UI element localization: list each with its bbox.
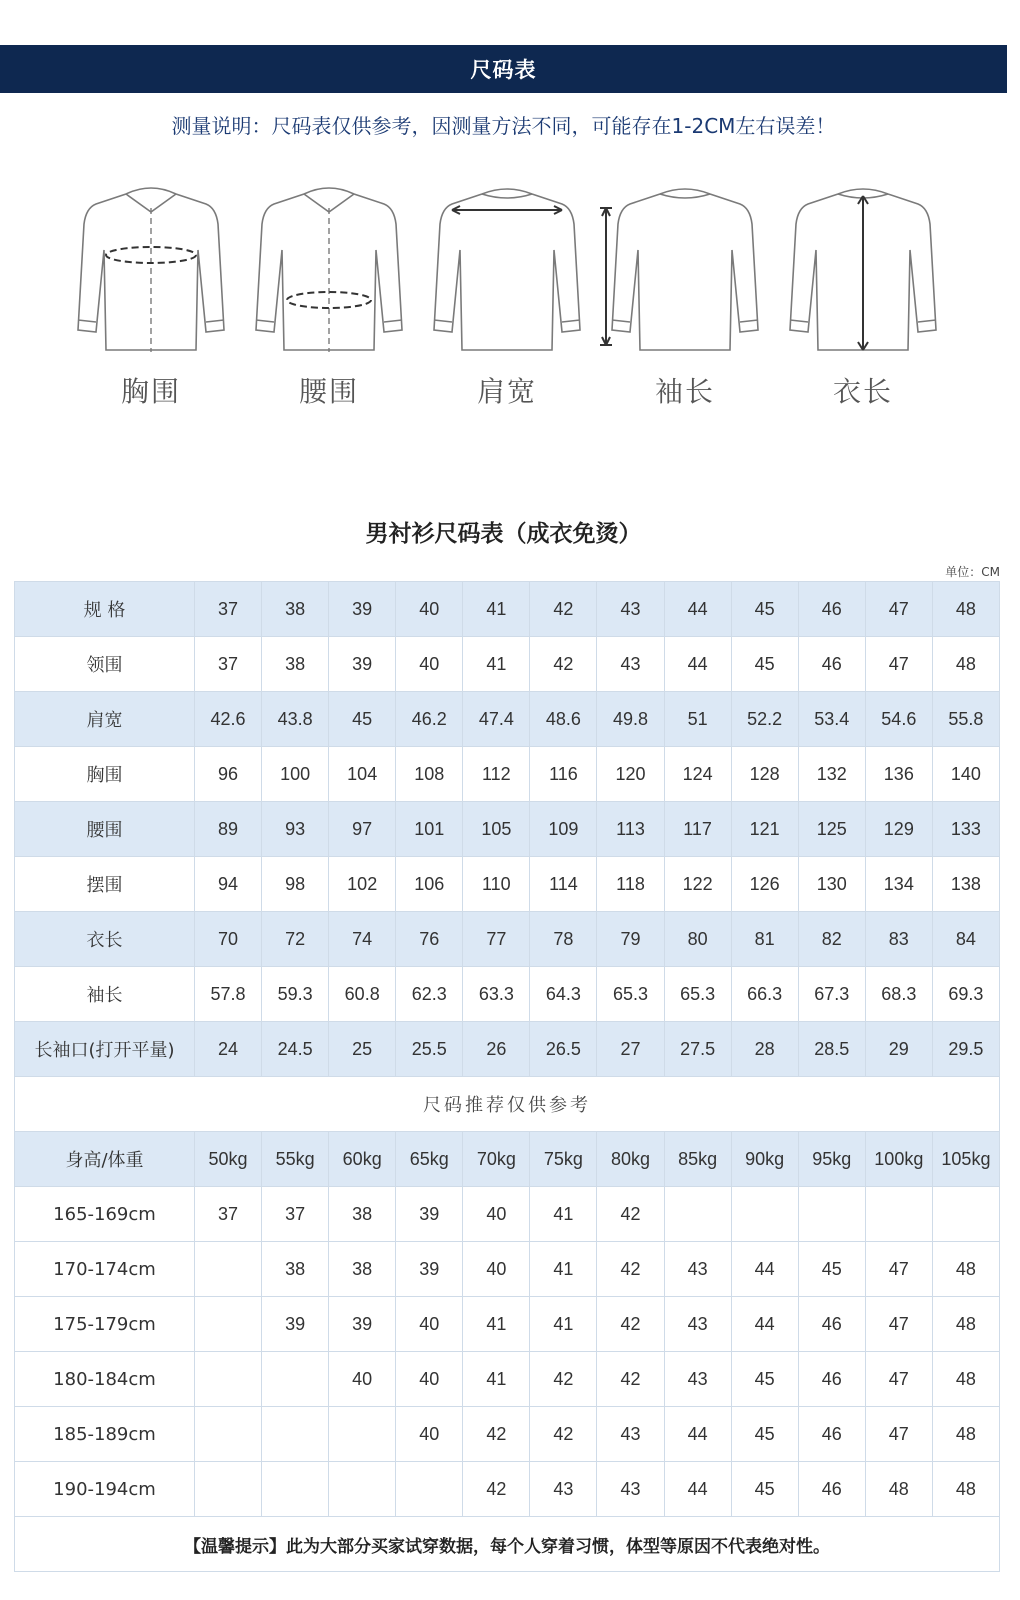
table-cell: 45: [329, 692, 396, 747]
recommend-title-row: [15, 1077, 1000, 1132]
table-cell: [798, 1187, 865, 1242]
table-cell: 40: [396, 1352, 463, 1407]
table-cell: 45: [731, 1462, 798, 1517]
table-cell: 47: [865, 637, 932, 692]
table-cell: 43: [664, 1352, 731, 1407]
table-cell: 77: [463, 912, 530, 967]
table-cell: 38: [329, 1242, 396, 1297]
table-cell: 47: [865, 1297, 932, 1352]
table-cell: 66.3: [731, 967, 798, 1022]
table-cell: 42: [597, 1187, 664, 1242]
table-cell: 136: [865, 747, 932, 802]
table-cell: 48: [932, 1242, 999, 1297]
row-label: 190-194cm: [15, 1462, 195, 1517]
size-row: [15, 637, 1000, 692]
table-cell: [396, 1462, 463, 1517]
table-cell: 25.5: [396, 1022, 463, 1077]
table-cell: 102: [329, 857, 396, 912]
table-cell: 122: [664, 857, 731, 912]
table-cell: 42: [597, 1352, 664, 1407]
table-cell: 140: [932, 747, 999, 802]
row-label: 身高/体重: [15, 1132, 195, 1187]
table-cell: [195, 1242, 262, 1297]
table-cell: 43: [597, 582, 664, 637]
table-cell: 80kg: [597, 1132, 664, 1187]
table-cell: 46: [798, 1462, 865, 1517]
table-cell: 57.8: [195, 967, 262, 1022]
table-cell: 44: [731, 1242, 798, 1297]
table-cell: 48: [932, 1462, 999, 1517]
row-label: 长袖口(打开平量): [15, 1022, 195, 1077]
table-cell: 132: [798, 747, 865, 802]
table-cell: 42: [530, 1407, 597, 1462]
table-cell: 108: [396, 747, 463, 802]
table-cell: 114: [530, 857, 597, 912]
table-cell: 128: [731, 747, 798, 802]
table-cell: 45: [731, 1407, 798, 1462]
table-cell: 125: [798, 802, 865, 857]
table-cell: 26: [463, 1022, 530, 1077]
table-cell: 41: [530, 1297, 597, 1352]
table-cell: 28.5: [798, 1022, 865, 1077]
row-label: 规 格: [15, 582, 195, 637]
table-cell: [731, 1187, 798, 1242]
table-cell: 38: [329, 1187, 396, 1242]
table-cell: 43: [597, 1462, 664, 1517]
table-cell: 41: [530, 1242, 597, 1297]
table-cell: [195, 1462, 262, 1517]
table-cell: 42: [530, 637, 597, 692]
table-cell: 65.3: [664, 967, 731, 1022]
table-cell: 59.3: [262, 967, 329, 1022]
table-cell: [262, 1352, 329, 1407]
table-cell: 42: [597, 1242, 664, 1297]
table-cell: 64.3: [530, 967, 597, 1022]
table-cell: 48: [865, 1462, 932, 1517]
table-cell: 53.4: [798, 692, 865, 747]
page-title: 尺码表: [470, 58, 537, 82]
table-cell: 100: [262, 747, 329, 802]
size-row: [15, 692, 1000, 747]
table-cell: 47: [865, 582, 932, 637]
table-cell: 45: [731, 637, 798, 692]
table-cell: 67.3: [798, 967, 865, 1022]
figure-label: 袖长: [654, 375, 715, 408]
table-cell: 106: [396, 857, 463, 912]
row-label: 袖长: [15, 967, 195, 1022]
shirt-waist-icon: [244, 180, 414, 370]
size-row: [15, 967, 1000, 1022]
table-cell: 42: [530, 582, 597, 637]
table-title: 男衬衫尺码表（成衣免烫）: [365, 521, 642, 547]
figure-label: 胸围: [120, 375, 181, 408]
table-cell: [329, 1407, 396, 1462]
table-cell: 105kg: [932, 1132, 999, 1187]
table-cell: 40: [463, 1242, 530, 1297]
table-cell: 89: [195, 802, 262, 857]
table-cell: 44: [664, 1407, 731, 1462]
table-cell: 101: [396, 802, 463, 857]
table-cell: 40: [396, 1407, 463, 1462]
table-cell: 43.8: [262, 692, 329, 747]
table-cell: 47: [865, 1352, 932, 1407]
table-cell: 39: [396, 1242, 463, 1297]
table-cell: 78: [530, 912, 597, 967]
table-cell: [865, 1187, 932, 1242]
table-cell: 51: [664, 692, 731, 747]
figure-chest: [66, 180, 236, 420]
row-label: 领围: [15, 637, 195, 692]
table-cell: 83: [865, 912, 932, 967]
table-cell: 117: [664, 802, 731, 857]
recommend-title: 尺码推荐仅供参考: [15, 1077, 1000, 1132]
table-cell: 44: [664, 582, 731, 637]
table-cell: 104: [329, 747, 396, 802]
table-cell: 60kg: [329, 1132, 396, 1187]
table-cell: 38: [262, 1242, 329, 1297]
table-cell: 41: [530, 1187, 597, 1242]
table-cell: 46: [798, 1352, 865, 1407]
table-cell: 70: [195, 912, 262, 967]
size-table-body: [15, 582, 1000, 1572]
table-cell: 43: [664, 1242, 731, 1297]
table-cell: 65kg: [396, 1132, 463, 1187]
table-cell: 129: [865, 802, 932, 857]
row-label: 腰围: [15, 802, 195, 857]
table-cell: 39: [329, 582, 396, 637]
row-label: 衣长: [15, 912, 195, 967]
table-cell: 42.6: [195, 692, 262, 747]
table-cell: 37: [195, 637, 262, 692]
table-cell: [195, 1407, 262, 1462]
table-cell: 47: [865, 1407, 932, 1462]
table-cell: 130: [798, 857, 865, 912]
table-cell: 80: [664, 912, 731, 967]
size-table: [14, 581, 1000, 1572]
tip-row: [15, 1517, 1000, 1572]
size-row: [15, 1022, 1000, 1077]
row-label: 肩宽: [15, 692, 195, 747]
table-cell: 42: [463, 1407, 530, 1462]
table-cell: 37: [195, 582, 262, 637]
table-cell: 42: [597, 1297, 664, 1352]
table-cell: 48: [932, 1407, 999, 1462]
table-cell: 43: [597, 637, 664, 692]
recommend-row: [15, 1407, 1000, 1462]
table-cell: [329, 1462, 396, 1517]
table-cell: 95kg: [798, 1132, 865, 1187]
table-cell: 120: [597, 747, 664, 802]
table-cell: 28: [731, 1022, 798, 1077]
table-cell: 48: [932, 582, 999, 637]
table-cell: 54.6: [865, 692, 932, 747]
table-cell: [262, 1407, 329, 1462]
recommend-row: [15, 1462, 1000, 1517]
shirt-length-icon: [778, 180, 948, 370]
table-cell: 39: [329, 1297, 396, 1352]
recommend-row: [15, 1242, 1000, 1297]
row-label: 170-174cm: [15, 1242, 195, 1297]
unit-label: 单位：CM: [945, 565, 1000, 579]
table-cell: 70kg: [463, 1132, 530, 1187]
table-cell: [664, 1187, 731, 1242]
table-cell: 116: [530, 747, 597, 802]
figure-label: 腰围: [298, 375, 359, 408]
table-cell: 84: [932, 912, 999, 967]
table-cell: 44: [664, 1462, 731, 1517]
table-cell: 100kg: [865, 1132, 932, 1187]
table-cell: 40: [463, 1187, 530, 1242]
figure-sleeve: [600, 180, 770, 420]
table-cell: 42: [530, 1352, 597, 1407]
table-cell: 24: [195, 1022, 262, 1077]
table-cell: 97: [329, 802, 396, 857]
table-cell: 72: [262, 912, 329, 967]
table-cell: 49.8: [597, 692, 664, 747]
table-cell: 48.6: [530, 692, 597, 747]
table-cell: 40: [396, 637, 463, 692]
table-cell: 47: [865, 1242, 932, 1297]
table-cell: 69.3: [932, 967, 999, 1022]
table-cell: 43: [530, 1462, 597, 1517]
table-cell: 113: [597, 802, 664, 857]
measurement-figures: [0, 180, 1007, 420]
table-cell: 55.8: [932, 692, 999, 747]
figure-length: [778, 180, 948, 420]
table-cell: 45: [731, 1352, 798, 1407]
table-cell: 48: [932, 1297, 999, 1352]
table-cell: 46.2: [396, 692, 463, 747]
table-cell: 41: [463, 1352, 530, 1407]
table-cell: 42: [463, 1462, 530, 1517]
figure-waist: [244, 180, 414, 420]
table-cell: 55kg: [262, 1132, 329, 1187]
recommend-row: [15, 1352, 1000, 1407]
table-cell: 46: [798, 1297, 865, 1352]
table-cell: 52.2: [731, 692, 798, 747]
table-cell: 48: [932, 637, 999, 692]
table-cell: 43: [597, 1407, 664, 1462]
table-cell: 118: [597, 857, 664, 912]
table-cell: 75kg: [530, 1132, 597, 1187]
table-cell: 105: [463, 802, 530, 857]
table-cell: 110: [463, 857, 530, 912]
table-cell: 93: [262, 802, 329, 857]
table-cell: 39: [329, 637, 396, 692]
table-cell: 138: [932, 857, 999, 912]
table-cell: 46: [798, 637, 865, 692]
table-cell: 27.5: [664, 1022, 731, 1077]
table-cell: 82: [798, 912, 865, 967]
table-cell: 63.3: [463, 967, 530, 1022]
table-cell: 68.3: [865, 967, 932, 1022]
figure-label: 衣长: [832, 375, 893, 408]
table-cell: 26.5: [530, 1022, 597, 1077]
size-row: [15, 912, 1000, 967]
table-cell: 39: [396, 1187, 463, 1242]
table-cell: 133: [932, 802, 999, 857]
size-row: [15, 857, 1000, 912]
table-cell: 48: [932, 1352, 999, 1407]
recommend-header-row: [15, 1132, 1000, 1187]
table-cell: 124: [664, 747, 731, 802]
table-cell: 46: [798, 582, 865, 637]
recommend-row: [15, 1297, 1000, 1352]
table-cell: 29: [865, 1022, 932, 1077]
table-cell: 46: [798, 1407, 865, 1462]
table-cell: 24.5: [262, 1022, 329, 1077]
table-cell: 40: [396, 1297, 463, 1352]
table-cell: 41: [463, 1297, 530, 1352]
table-cell: 79: [597, 912, 664, 967]
table-cell: 38: [262, 582, 329, 637]
table-cell: 27: [597, 1022, 664, 1077]
table-cell: 44: [664, 637, 731, 692]
table-cell: 81: [731, 912, 798, 967]
table-cell: 43: [664, 1297, 731, 1352]
table-cell: 62.3: [396, 967, 463, 1022]
row-label: 185-189cm: [15, 1407, 195, 1462]
table-cell: 25: [329, 1022, 396, 1077]
table-cell: 134: [865, 857, 932, 912]
table-cell: 44: [731, 1297, 798, 1352]
table-cell: [262, 1462, 329, 1517]
table-cell: 65.3: [597, 967, 664, 1022]
size-row: [15, 747, 1000, 802]
table-cell: [932, 1187, 999, 1242]
row-label: 180-184cm: [15, 1352, 195, 1407]
table-cell: 90kg: [731, 1132, 798, 1187]
table-cell: 96: [195, 747, 262, 802]
row-label: 175-179cm: [15, 1297, 195, 1352]
table-cell: 98: [262, 857, 329, 912]
shirt-chest-icon: [66, 180, 236, 370]
figure-label: 肩宽: [476, 375, 537, 408]
table-cell: 37: [195, 1187, 262, 1242]
table-cell: 94: [195, 857, 262, 912]
table-cell: 126: [731, 857, 798, 912]
table-cell: 39: [262, 1297, 329, 1352]
table-cell: 85kg: [664, 1132, 731, 1187]
table-cell: 37: [262, 1187, 329, 1242]
table-cell: 45: [731, 582, 798, 637]
table-cell: [195, 1352, 262, 1407]
table-cell: 41: [463, 582, 530, 637]
tip-text: 【温馨提示】此为大部分买家试穿数据，每个人穿着习惯，体型等原因不代表绝对性。: [15, 1517, 1000, 1572]
table-cell: 40: [329, 1352, 396, 1407]
row-label: 165-169cm: [15, 1187, 195, 1242]
table-cell: 74: [329, 912, 396, 967]
table-cell: 45: [798, 1242, 865, 1297]
table-cell: 60.8: [329, 967, 396, 1022]
shirt-sleeve-icon: [600, 180, 770, 370]
shirt-shoulder-icon: [422, 180, 592, 370]
table-cell: 47.4: [463, 692, 530, 747]
table-cell: 50kg: [195, 1132, 262, 1187]
table-cell: 121: [731, 802, 798, 857]
figure-shoulder: [422, 180, 592, 420]
measurement-note: 测量说明：尺码表仅供参考，因测量方法不同，可能存在1-2CM左右误差！: [171, 114, 836, 138]
table-cell: 109: [530, 802, 597, 857]
table-cell: 38: [262, 637, 329, 692]
table-cell: 40: [396, 582, 463, 637]
header-bar: [0, 45, 1007, 93]
size-row: [15, 802, 1000, 857]
table-cell: 41: [463, 637, 530, 692]
recommend-row: [15, 1187, 1000, 1242]
table-cell: 29.5: [932, 1022, 999, 1077]
row-label: 摆围: [15, 857, 195, 912]
table-cell: [195, 1297, 262, 1352]
table-cell: 76: [396, 912, 463, 967]
row-label: 胸围: [15, 747, 195, 802]
table-cell: 112: [463, 747, 530, 802]
size-row: [15, 582, 1000, 637]
